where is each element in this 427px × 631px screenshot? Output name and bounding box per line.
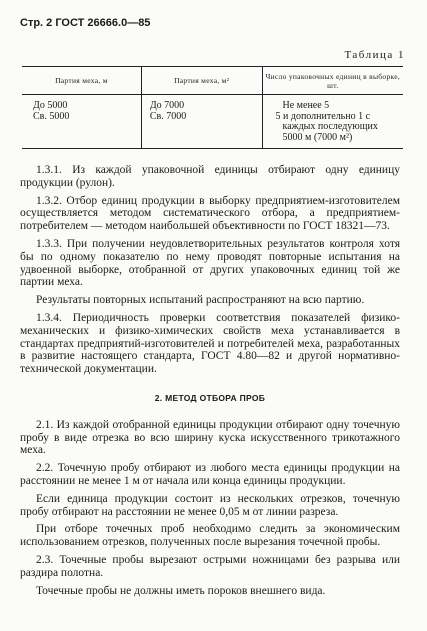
paragraph: 2.2. Точечную пробу отбирают из любого места единицы продукции на расстоянии не менее 1 м от начала или конца единицы продукции. (20, 462, 400, 487)
paragraph: 1.3.2. Отбор единиц продукции в выборку предприятием-изготовителем осуществляется методом систематического отбора, а предприятием-потребителем — методом наибольшей объективности по ГОСТ 18321—73. (20, 194, 400, 233)
table-header-cell: Число упаковочных единиц в выборке, шт. (262, 67, 403, 95)
paragraph: 2.3. Точечные пробы вырезают острыми ножницами без разрыва или раздира полотна. (20, 553, 400, 579)
cell-value: Св. 7000 (149, 110, 187, 122)
paragraph: 1.3.4. Периодичность проверки соответствия показателей физико-механических и физико-химических свойств меха устанавливается в стандартах предприятий-изготовителей и потребителей меха, разработанных в развитие настоящего стандарта, ГОСТ 4.80—82 и другой нормативно-технической документации. (20, 311, 400, 376)
paragraph: Результаты повторных испытаний распространяют на всю партию. (36, 294, 365, 307)
cell-value: Св. 5000 (33, 110, 70, 122)
cell-value: До 7000 (149, 100, 185, 111)
paragraph: 1.3.3. При получении неудовлетворительных результатов контроля хотя бы по одному показателю по нему проводят повторные испытания на удвоенной выборке, отобранной от других упаковочных единиц той же партии меха. (20, 237, 400, 289)
paragraph: 1.3.1. Из каждой упаковочной единицы отбирают одну единицу продукции (рулон). (20, 164, 400, 189)
table-caption: Таблица 1 (344, 49, 405, 61)
table-cell (262, 95, 403, 149)
table-header-cell: Партия меха, м (22, 67, 141, 95)
cell-value: 5 и дополнительно 1 с (275, 110, 371, 122)
table-cell (22, 95, 141, 149)
table-cell (141, 95, 262, 149)
paragraph: Точечные пробы не должны иметь пороков внешнего вида. (36, 584, 326, 597)
document-body (20, 164, 400, 597)
cell-value: Не менее 5 (282, 100, 330, 111)
cell-value: До 5000 (33, 100, 68, 111)
cell-value: каждых последующих (282, 121, 378, 132)
paragraph: При отборе точечных проб необходимо следить за экономическим использованием отрезков, полученных после вырезания точечной пробы. (20, 523, 400, 549)
cell-value: 5000 м (7000 м²) (282, 131, 353, 143)
paragraph: Если единица продукции состоит из нескольких отрезков, точечную пробу отбирают на расстоянии не менее 0,05 м от линии разреза. (20, 492, 400, 518)
page-header: Стр. 2 ГОСТ 26666.0—85 (20, 17, 151, 29)
paragraph: 2.1. Из каждой отобранной единицы продукции отбирают одну точечную пробу в виде отрезка во всю ширину куска искусственного трикотажного меха. (20, 418, 400, 457)
sampling-table (22, 66, 403, 149)
table-header-cell: Партия меха, м² (141, 67, 262, 95)
section-title: 2. МЕТОД ОТБОРА ПРОБ (154, 392, 266, 403)
table-row (22, 95, 403, 149)
